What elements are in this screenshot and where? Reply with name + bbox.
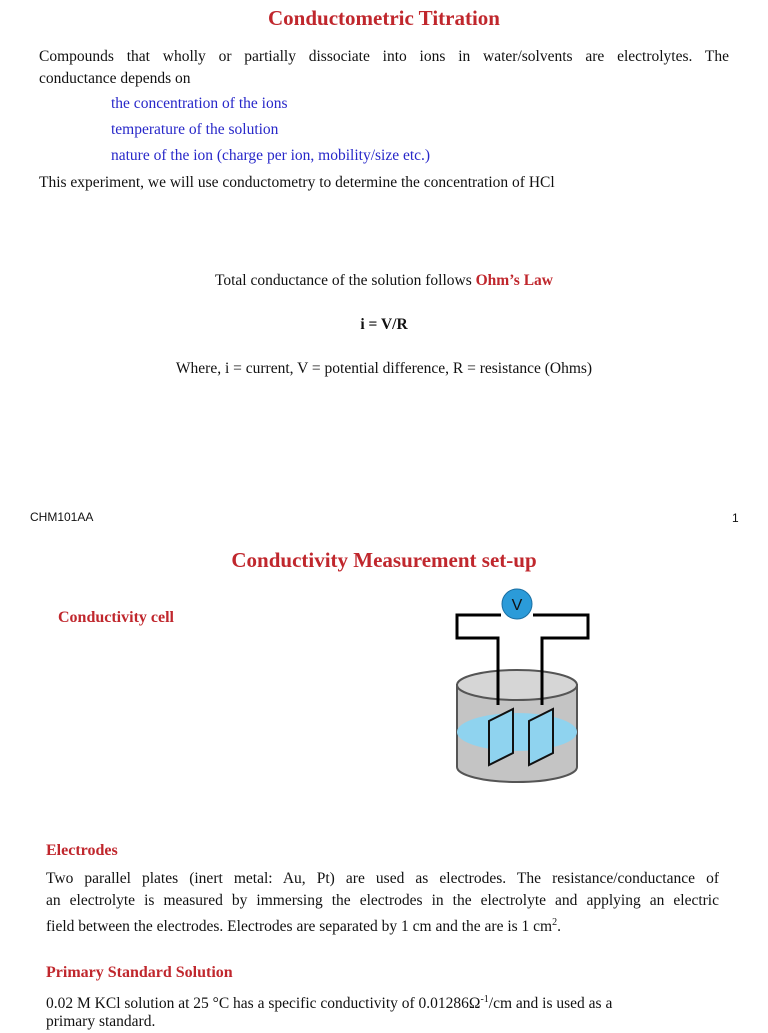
electrodes-text-line-2: an electrolyte is measured by immersing the electrodes in the electrolyte and applying an electric (46, 892, 719, 909)
conductivity-cell-label: Conductivity cell (58, 609, 174, 626)
ohm-prefix: Total conductance of the solution follows (214, 272, 476, 289)
primary-standard-heading: Primary Standard Solution (46, 964, 233, 981)
experiment-text: This experiment, we will use conductometry to determine the concentration of HCl (39, 174, 555, 191)
factor-nature: nature of the ion (charge per ion, mobility/size etc.) (111, 147, 431, 164)
factor-temperature: temperature of the solution (111, 121, 279, 138)
factor-concentration: the concentration of the ions (111, 95, 288, 112)
primary-text-b: /cm and is used as a (488, 995, 613, 1013)
electrodes-heading: Electrodes (46, 842, 118, 859)
ohm-equation: i = V/R (360, 316, 408, 333)
ohm-statement (0, 272, 768, 290)
ohm-law: Ohm’s Law (475, 272, 553, 289)
footer-course-code: CHM101AA (30, 510, 94, 524)
voltmeter-symbol: V (511, 597, 523, 614)
solution-surface (457, 713, 577, 751)
slide2-title: Conductivity Measurement set-up (231, 548, 537, 572)
conductivity-cell-diagram (440, 585, 610, 795)
intro-line-2: conductance depends on (39, 70, 191, 87)
slide1-title: Conductometric Titration (268, 6, 500, 30)
primary-text-a: 0.02 M KCl solution at 25 °C has a specific conductivity of 0.01286Ω (46, 995, 481, 1013)
electrodes-end: . (557, 918, 561, 936)
conductivity-superscript: -1 (480, 994, 489, 1005)
electrodes-text-3: field between the electrodes. Electrodes are separated by 1 cm and the are is 1 cm (46, 918, 553, 936)
electrodes-text-line-3 (46, 912, 561, 938)
area-superscript: 2 (552, 917, 558, 928)
intro-line-1: Compounds that wholly or partially dissociate into ions in water/solvents are electrolytes. The (39, 48, 729, 65)
primary-text-line-2: primary standard. (46, 1013, 156, 1030)
electrodes-text-line-1: Two parallel plates (inert metal: Au, Pt) are used as electrodes. The resistance/conductance of (46, 870, 719, 887)
page-number: 1 (732, 511, 739, 525)
beaker-rim (457, 670, 577, 700)
where-definitions: Where, i = current, V = potential difference, R = resistance (Ohms) (175, 360, 593, 377)
